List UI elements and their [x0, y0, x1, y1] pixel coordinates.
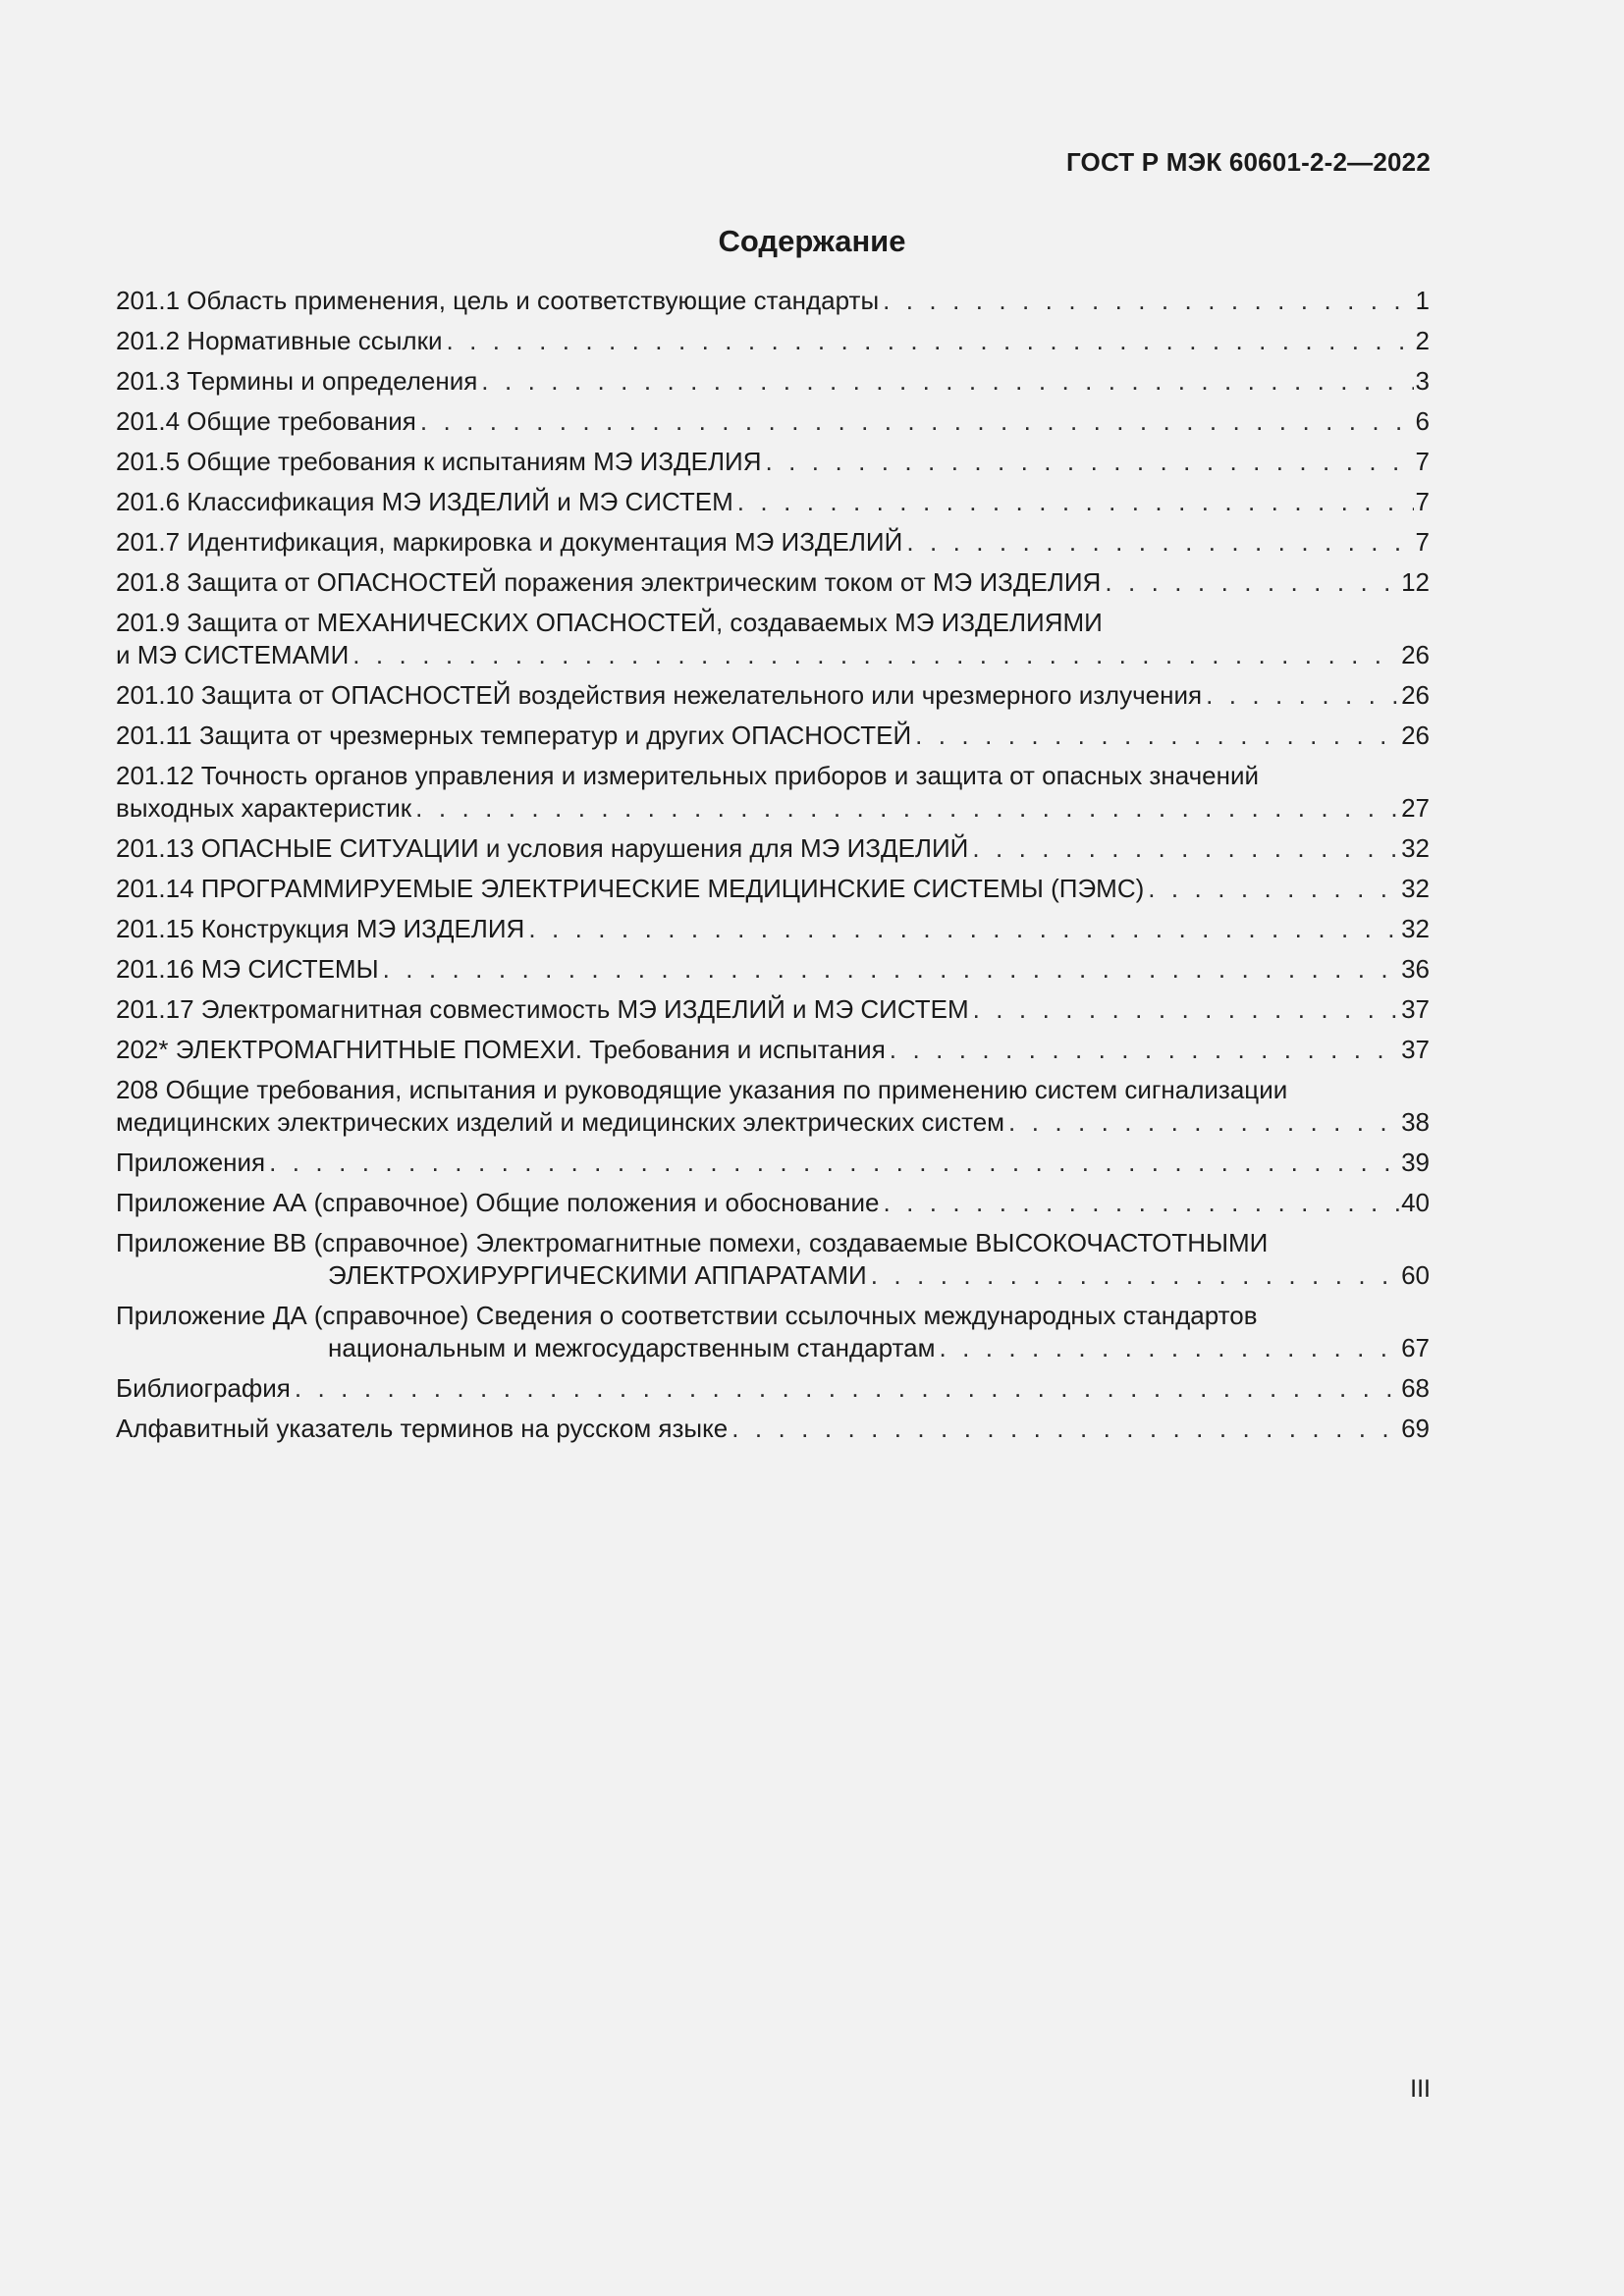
dot-leader — [481, 365, 1413, 398]
toc-page-number: 40 — [1401, 1188, 1430, 1217]
toc-entry-text: 208 Общие требования, испытания и руководящие указания по применению систем сигнализации — [116, 1075, 1288, 1104]
toc-entry-line — [116, 1034, 1430, 1066]
dot-leader — [973, 993, 1399, 1026]
dot-leader — [1105, 566, 1399, 599]
toc-entry-text: 201.6 Классификация МЭ ИЗДЕЛИЙ и МЭ СИСТЕМ — [116, 487, 733, 516]
toc-entry-line — [116, 1372, 1430, 1405]
toc-entry-line — [116, 1147, 1430, 1179]
toc-entry-text: 201.13 ОПАСНЫЕ СИТУАЦИИ и условия нарушения для МЭ ИЗДЕЛИЙ — [116, 833, 969, 863]
toc-entry-line — [116, 720, 1430, 752]
dot-leader — [737, 486, 1414, 518]
toc-entry[interactable] — [116, 566, 1430, 607]
toc-entry-line — [116, 792, 1430, 825]
toc-entry-text: 201.11 Защита от чрезмерных температур и других ОПАСНОСТЕЙ — [116, 721, 912, 750]
toc-page-number: 68 — [1401, 1373, 1430, 1403]
toc-entry[interactable] — [116, 325, 1430, 365]
toc-entry-line — [116, 1300, 1430, 1332]
toc-entry-text: 201.8 Защита от ОПАСНОСТЕЙ поражения электрическим током от МЭ ИЗДЕЛИЯ — [116, 567, 1102, 597]
toc-page-number: 37 — [1401, 1035, 1430, 1064]
dot-leader — [1008, 1106, 1399, 1139]
toc-entry-text: Библиография — [116, 1373, 291, 1403]
toc-entry-line — [116, 1259, 1430, 1292]
toc-entry[interactable] — [116, 1187, 1430, 1227]
page-number: III — [1410, 2075, 1431, 2103]
dot-leader — [295, 1372, 1399, 1405]
toc-title: Содержание — [718, 224, 906, 258]
toc-entry-text: Приложение ВВ (справочное) Электромагнитные помехи, создаваемые ВЫСОКОЧАСТОТНЫМИ — [116, 1228, 1269, 1257]
dot-leader — [415, 792, 1399, 825]
toc-entry-line — [116, 679, 1430, 712]
table-of-contents — [116, 285, 1430, 1453]
toc-entry-text: 201.10 Защита от ОПАСНОСТЕЙ воздействия нежелательного или чрезмерного излучения — [116, 680, 1203, 710]
toc-entry-text: выходных характеристик — [116, 793, 412, 823]
toc-entry[interactable] — [116, 1413, 1430, 1453]
toc-page-number: 12 — [1401, 567, 1430, 597]
toc-entry[interactable] — [116, 1147, 1430, 1187]
toc-entry-line — [116, 832, 1430, 865]
dot-leader — [871, 1259, 1399, 1292]
toc-entry-text: 202* ЭЛЕКТРОМАГНИТНЫЕ ПОМЕХИ. Требования и испытания — [116, 1035, 886, 1064]
dot-leader — [420, 405, 1414, 438]
toc-entry-text: 201.9 Защита от МЕХАНИЧЕСКИХ ОПАСНОСТЕЙ, создаваемых МЭ ИЗДЕЛИЯМИ — [116, 608, 1103, 637]
dot-leader — [446, 325, 1413, 357]
toc-entry[interactable] — [116, 486, 1430, 526]
dot-leader — [906, 526, 1413, 559]
toc-page-number: 7 — [1415, 527, 1430, 557]
toc-entry-line — [116, 607, 1430, 639]
toc-page-number: 32 — [1401, 914, 1430, 943]
toc-page-number: 38 — [1401, 1107, 1430, 1137]
toc-entry[interactable] — [116, 679, 1430, 720]
toc-entry[interactable] — [116, 446, 1430, 486]
toc-entry[interactable] — [116, 1300, 1430, 1372]
toc-entry[interactable] — [116, 873, 1430, 913]
toc-page-number: 27 — [1401, 793, 1430, 823]
toc-entry-line — [116, 1227, 1430, 1259]
toc-entry-line — [116, 993, 1430, 1026]
toc-entry[interactable] — [116, 285, 1430, 325]
toc-entry-text: 201.1 Область применения, цель и соответствующие стандарты — [116, 286, 880, 315]
toc-page-number: 32 — [1401, 874, 1430, 903]
toc-entry-line — [116, 1413, 1430, 1445]
toc-entry-text: Приложение АА (справочное) Общие положения и обоснование — [116, 1188, 880, 1217]
toc-entry-line — [116, 873, 1430, 905]
toc-entry-text: 201.12 Точность органов управления и измерительных приборов и защита от опасных значений — [116, 761, 1259, 790]
toc-entry[interactable] — [116, 526, 1430, 566]
toc-entry[interactable] — [116, 953, 1430, 993]
toc-entry-line — [116, 285, 1430, 317]
dot-leader — [383, 953, 1399, 986]
toc-page-number: 60 — [1401, 1260, 1430, 1290]
dot-leader — [939, 1332, 1399, 1364]
toc-page-number: 7 — [1415, 487, 1430, 516]
toc-entry-line — [116, 1332, 1430, 1364]
toc-entry-text: 201.3 Термины и определения — [116, 366, 478, 396]
document-code: ГОСТ Р МЭК 60601-2-2—2022 — [1065, 147, 1431, 177]
toc-entry-line — [116, 325, 1430, 357]
dot-leader — [1206, 679, 1399, 712]
toc-page-number: 69 — [1401, 1414, 1430, 1443]
toc-entry-text: национальным и межгосударственным стандартам — [328, 1333, 936, 1362]
toc-page-number: 2 — [1415, 326, 1430, 355]
toc-entry[interactable] — [116, 405, 1430, 446]
toc-entry[interactable] — [116, 760, 1430, 832]
dot-leader — [766, 446, 1414, 478]
toc-page-number: 3 — [1415, 366, 1430, 396]
dot-leader — [890, 1034, 1399, 1066]
toc-entry-text: Приложения — [116, 1148, 266, 1177]
toc-entry-text: Приложение ДА (справочное) Сведения о соответствии ссылочных международных стандартов — [116, 1301, 1258, 1330]
toc-entry-line — [116, 953, 1430, 986]
toc-entry-text: 201.5 Общие требования к испытаниям МЭ ИЗДЕЛИЯ — [116, 447, 762, 476]
toc-entry-line — [116, 486, 1430, 518]
toc-entry-line — [116, 405, 1430, 438]
toc-entry-line — [116, 365, 1430, 398]
toc-entry-text: 201.4 Общие требования — [116, 406, 416, 436]
toc-entry[interactable] — [116, 993, 1430, 1034]
toc-page-number: 6 — [1415, 406, 1430, 436]
toc-entry[interactable] — [116, 1372, 1430, 1413]
toc-entry-text: медицинских электрических изделий и медицинских электрических систем — [116, 1107, 1005, 1137]
toc-page-number: 39 — [1401, 1148, 1430, 1177]
toc-page-number: 7 — [1415, 447, 1430, 476]
toc-entry-text: 201.15 Конструкция МЭ ИЗДЕЛИЯ — [116, 914, 525, 943]
toc-entry[interactable] — [116, 1074, 1430, 1147]
toc-page-number: 36 — [1401, 954, 1430, 984]
toc-entry-line — [116, 566, 1430, 599]
toc-entry-text: Алфавитный указатель терминов на русском языке — [116, 1414, 729, 1443]
toc-entry-line — [116, 446, 1430, 478]
dot-leader — [731, 1413, 1399, 1445]
toc-entry[interactable] — [116, 607, 1430, 679]
toc-entry-text: и МЭ СИСТЕМАМИ — [116, 640, 350, 669]
toc-entry-text: ЭЛЕКТРОХИРУРГИЧЕСКИМИ АППАРАТАМИ — [328, 1260, 867, 1290]
toc-entry-line — [116, 1106, 1430, 1139]
toc-page-number: 26 — [1401, 680, 1430, 710]
toc-entry[interactable] — [116, 1227, 1430, 1300]
toc-entry-line — [116, 913, 1430, 945]
toc-entry[interactable] — [116, 913, 1430, 953]
toc-entry-text: 201.2 Нормативные ссылки — [116, 326, 443, 355]
toc-entry[interactable] — [116, 832, 1430, 873]
dot-leader — [269, 1147, 1399, 1179]
toc-entry-line — [116, 1187, 1430, 1219]
toc-entry[interactable] — [116, 1034, 1430, 1074]
toc-entry-line — [116, 760, 1430, 792]
dot-leader — [972, 832, 1399, 865]
toc-page-number: 26 — [1401, 640, 1430, 669]
toc-entry[interactable] — [116, 365, 1430, 405]
dot-leader — [1148, 873, 1399, 905]
dot-leader — [883, 1187, 1399, 1219]
toc-entry-line — [116, 1074, 1430, 1106]
toc-entry[interactable] — [116, 720, 1430, 760]
toc-page-number: 37 — [1401, 994, 1430, 1024]
toc-entry-text: 201.17 Электромагнитная совместимость МЭ ИЗДЕЛИЙ и МЭ СИСТЕМ — [116, 994, 969, 1024]
toc-page-number: 26 — [1401, 721, 1430, 750]
toc-page-number: 32 — [1401, 833, 1430, 863]
toc-entry-text: 201.14 ПРОГРАММИРУЕМЫЕ ЭЛЕКТРИЧЕСКИЕ МЕДИЦИНСКИЕ СИСТЕМЫ (ПЭМС) — [116, 874, 1145, 903]
toc-entry-text: 201.7 Идентификация, маркировка и документация МЭ ИЗДЕЛИЙ — [116, 527, 903, 557]
toc-entry-text: 201.16 МЭ СИСТЕМЫ — [116, 954, 379, 984]
dot-leader — [883, 285, 1413, 317]
toc-page-number: 1 — [1415, 286, 1430, 315]
toc-entry-line — [116, 639, 1430, 671]
toc-entry-line — [116, 526, 1430, 559]
dot-leader — [352, 639, 1399, 671]
dot-leader — [915, 720, 1399, 752]
toc-page-number: 67 — [1401, 1333, 1430, 1362]
dot-leader — [528, 913, 1399, 945]
